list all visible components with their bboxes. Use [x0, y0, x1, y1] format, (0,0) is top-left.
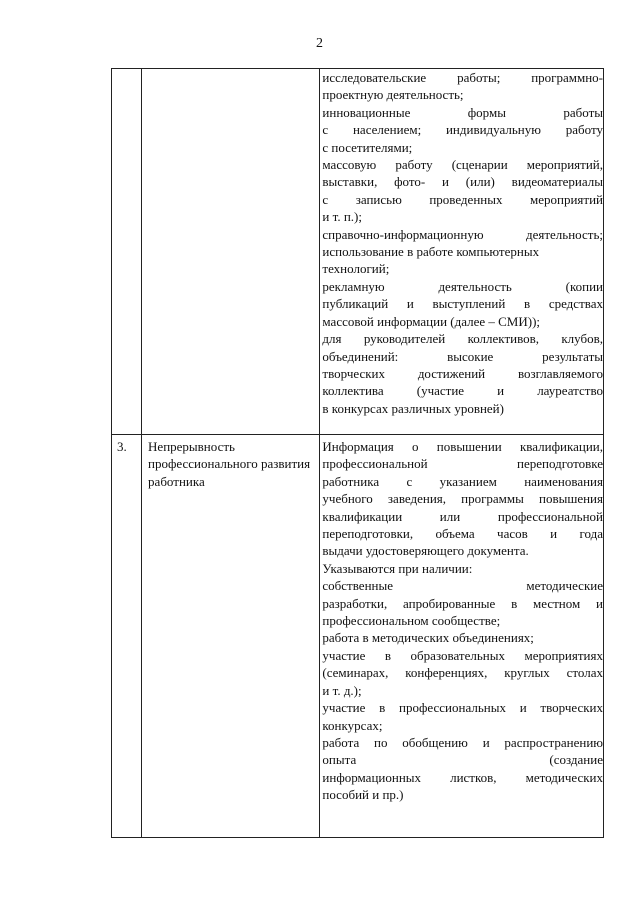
content-line: квалификации или профессиональной — [322, 508, 603, 524]
content-line: Указываются при наличии: — [322, 560, 473, 576]
row-number: 3. — [117, 439, 127, 454]
content-line: участие в образовательных мероприятиях — [322, 647, 603, 663]
content-line: для руководителей коллективов, клубов, — [322, 331, 603, 347]
content-line: творческих достижений возглавляемого — [322, 365, 603, 381]
row-name-cell — [142, 435, 320, 838]
content-line: Информация о повышении квалификации, — [322, 439, 603, 454]
content-line: массовой информации (далее – СМИ)); — [322, 313, 541, 329]
content-line: рекламную деятельность (копии — [322, 278, 603, 294]
content-line: работника с указанием наименования — [322, 473, 603, 489]
row-content-cell — [320, 435, 604, 838]
criteria-table — [111, 68, 604, 838]
row-number-cell — [112, 69, 142, 435]
content-line: (семинарах, конференциях, круглых столах — [322, 665, 603, 681]
content-line: переподготовки, объема часов и года — [322, 526, 603, 542]
content-line: проектную деятельность; — [322, 87, 464, 103]
content-line: технологий; — [322, 261, 390, 277]
row-name — [142, 69, 319, 72]
content-line: профессиональном сообществе; — [322, 613, 501, 629]
content-line: массовую работу (сценарии мероприятий, — [322, 157, 603, 173]
content-line: работа по обобщению и распространению — [322, 734, 603, 750]
content-line: использование в работе компьютерных — [322, 244, 540, 260]
content-line: и т. п.); — [322, 209, 362, 225]
content-line: опыта (создание — [322, 752, 603, 768]
page-number: 2 — [316, 36, 323, 51]
content-line: с записью проведенных мероприятий — [322, 191, 603, 207]
content-line: справочно-информационную деятельность; — [322, 226, 603, 242]
table-row — [112, 435, 604, 838]
content-line: с населением; индивидуальную работу — [322, 122, 603, 138]
content-line: учебного заведения, программы повышения — [322, 491, 603, 507]
content-line: пособий и пр.) — [322, 787, 404, 803]
content-line: и т. д.); — [322, 682, 362, 698]
content-line: выдачи удостоверяющего документа. — [322, 543, 529, 559]
content-line: с посетителями; — [322, 139, 413, 155]
table-row — [112, 69, 604, 435]
content-line: участие в профессиональных и творческих — [322, 700, 603, 716]
content-line: объединений: высокие результаты — [322, 348, 603, 364]
content-line: в конкурсах различных уровней) — [322, 400, 504, 416]
content-line: работа в методических объединениях; — [322, 630, 534, 646]
row-content — [320, 69, 603, 417]
content-line: коллектива (участие и лауреатство — [322, 383, 603, 399]
content-line: профессиональной переподготовке — [322, 456, 603, 472]
row-number — [112, 69, 141, 72]
row-content-cell — [320, 69, 604, 435]
content-line: инновационные формы работы — [322, 104, 603, 120]
content-line: разработки, апробированные в местном и — [322, 595, 603, 611]
content-line: конкурсах; — [322, 717, 383, 733]
content-line: исследовательские работы; программно- — [322, 70, 603, 85]
content-line: собственные методические — [322, 578, 603, 594]
content-line: публикаций и выступлений в средствах — [322, 296, 603, 312]
row-name-cell — [142, 69, 320, 435]
content-line: выставки, фото- и (или) видеоматериалы — [322, 174, 603, 190]
row-content — [320, 435, 603, 804]
content-line: информационных листков, методических — [322, 769, 603, 785]
row-name: Непрерывность профессионального развития работника — [148, 439, 311, 489]
row-number-cell — [112, 435, 142, 838]
